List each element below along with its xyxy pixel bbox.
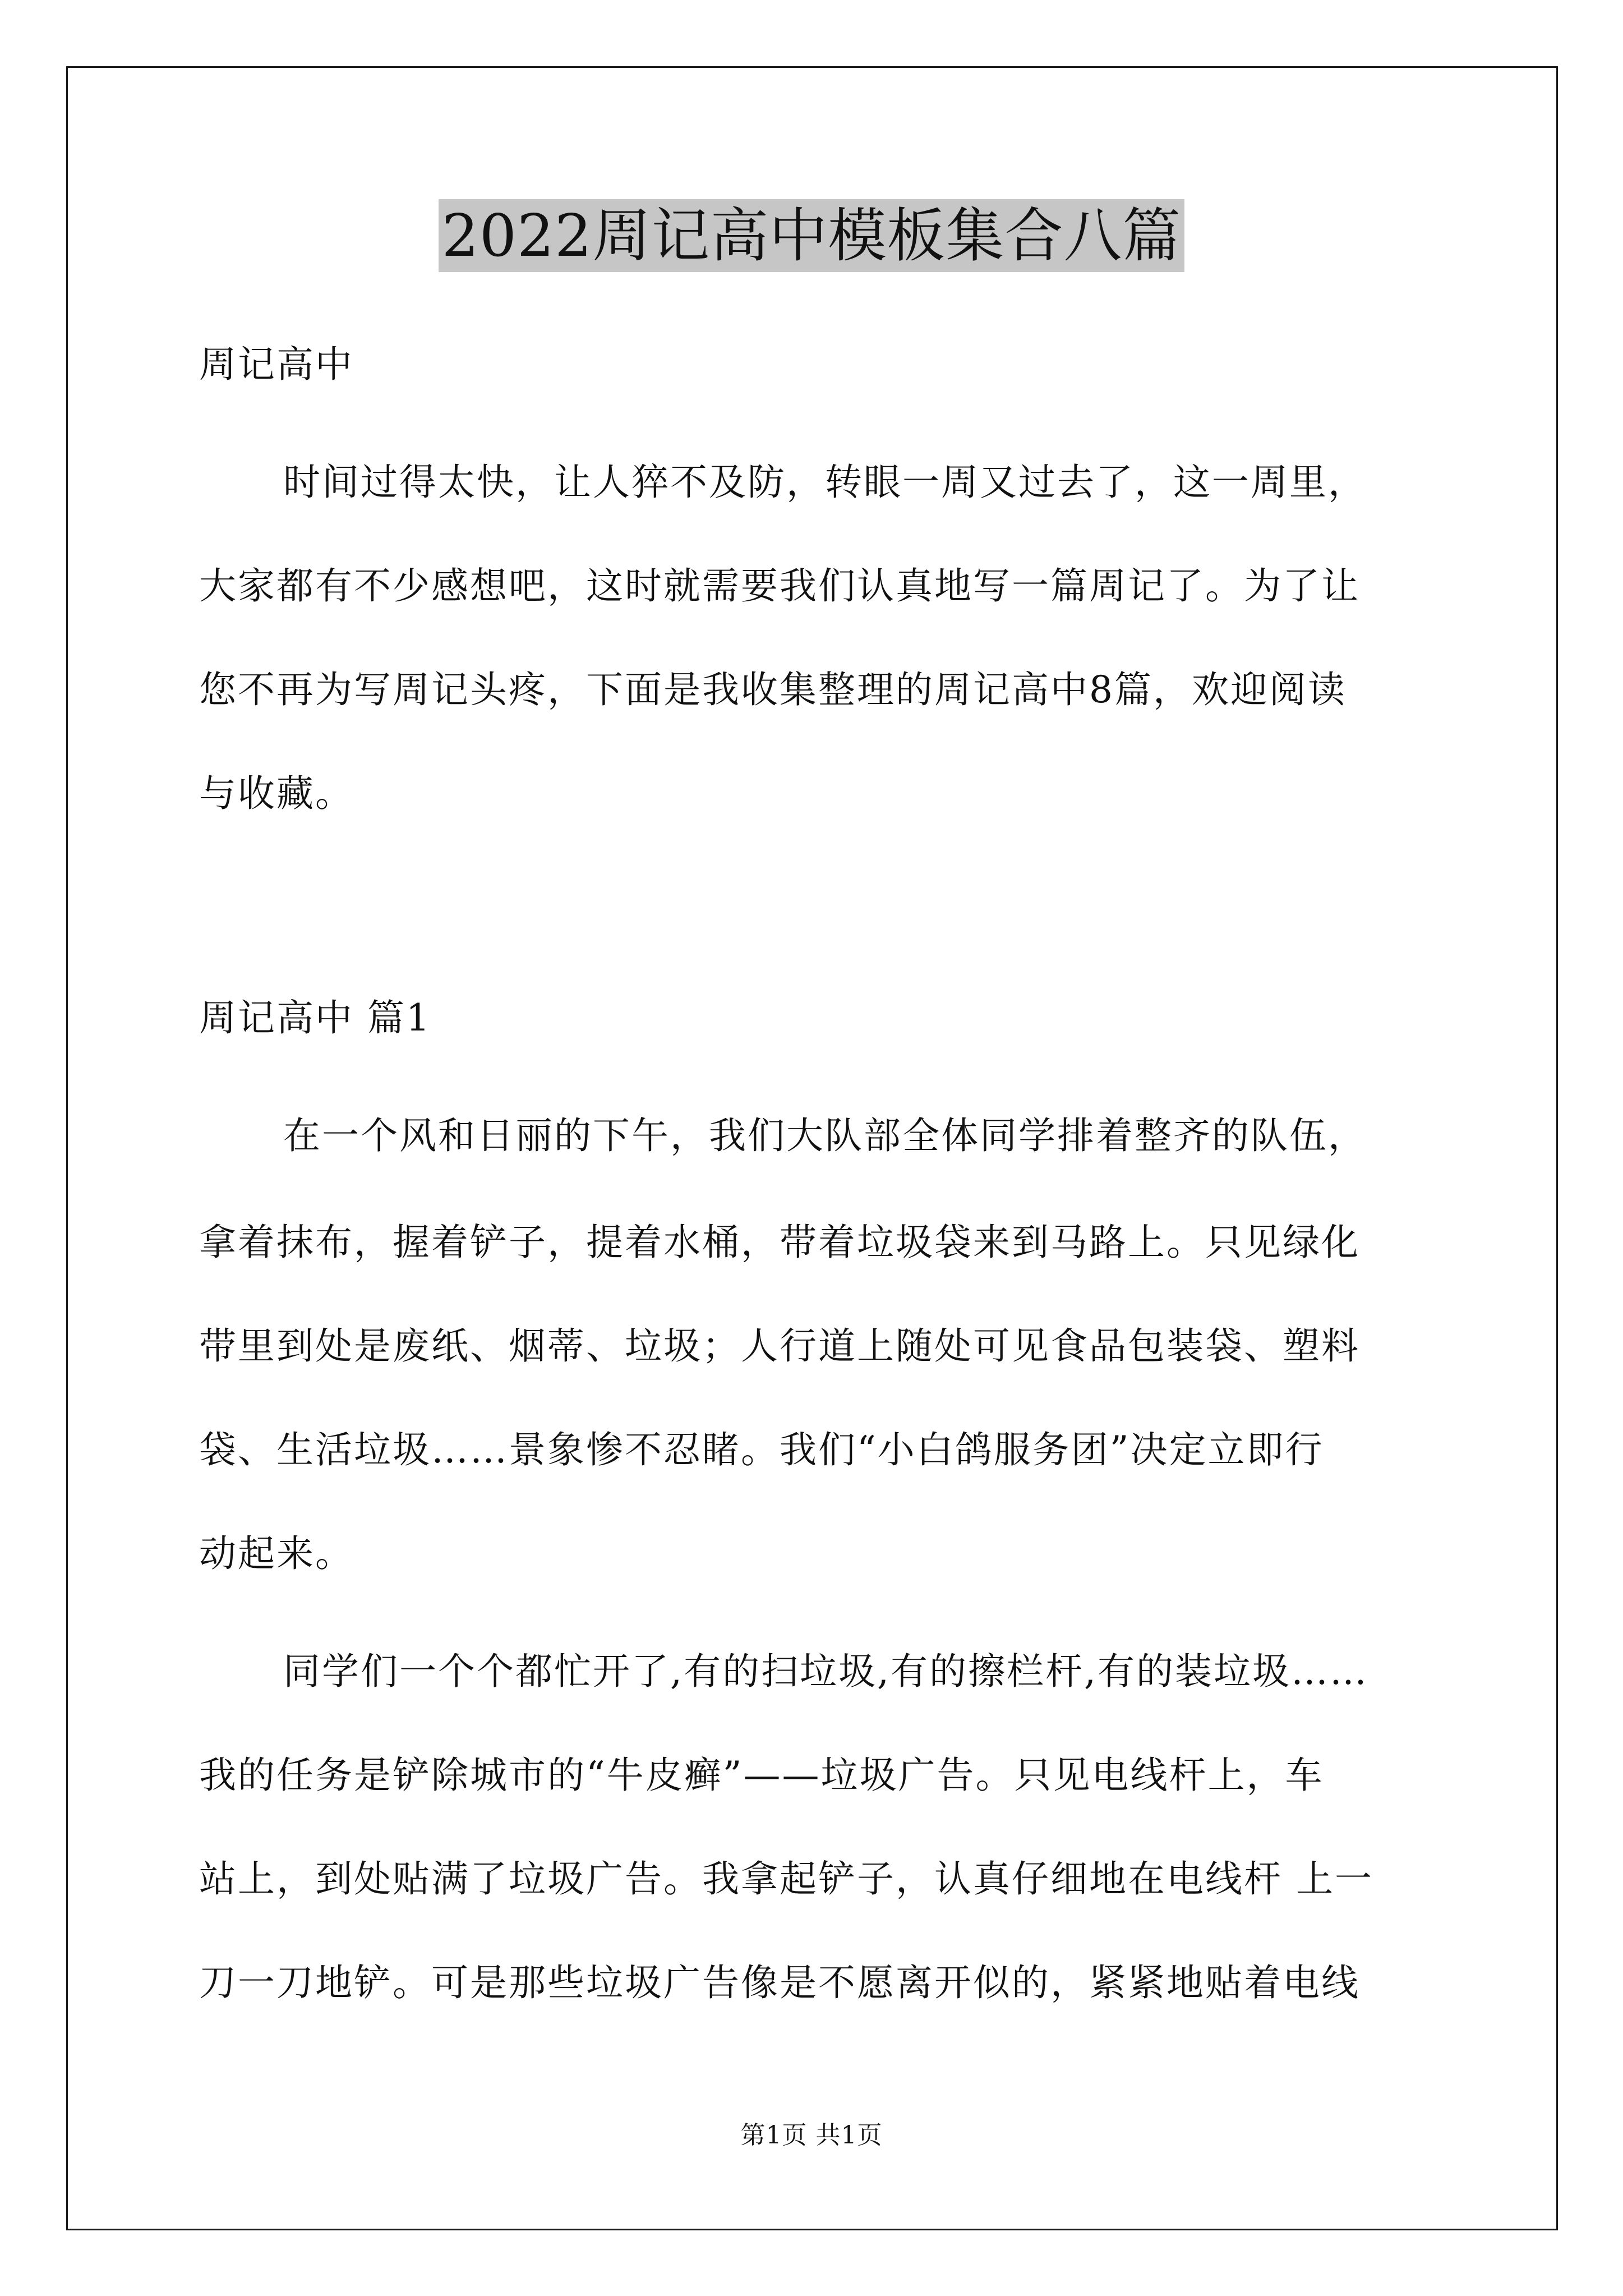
para1-line: 拿着抹布，握着铲子，提着水桶，带着垃圾袋来到马路上。只见绿化 (199, 1221, 1360, 1264)
para2-line: 同学们一个个都忙开了,有的扫垃圾,有的擦栏杆,有的装垃圾…… (283, 1650, 1368, 1693)
title-container (0, 199, 1623, 272)
intro-line: 大家都有不少感想吧，这时就需要我们认真地写一篇周记了。为了让 (199, 564, 1360, 608)
para2-line: 刀一刀地铲。可是那些垃圾广告像是不愿离开似的，紧紧地贴着电线 (199, 1961, 1360, 2004)
intro-line: 时间过得太快，让人猝不及防，转眼一周又过去了，这一周里， (283, 461, 1367, 504)
para2-line: 我的任务是铲除城市的“牛皮癣”——垃圾广告。只见电线杆上，车 (199, 1754, 1324, 1797)
intro-line: 您不再为写周记头疼，下面是我收集整理的周记高中8篇，欢迎阅读 (199, 668, 1347, 711)
page-footer: 第1页 共1页 (740, 2121, 883, 2150)
para1-line: 动起来。 (199, 1532, 354, 1575)
intro-heading: 周记高中 (199, 343, 354, 386)
section-heading: 周记高中 篇1 (199, 996, 431, 1039)
para1-line: 袋、生活垃圾……景象惨不忍睹。我们“小白鸽服务团”决定立即行 (199, 1428, 1324, 1471)
document-title: 2022周记高中模板集合八篇 (439, 199, 1185, 272)
para1-line: 在一个风和日丽的下午，我们大队部全体同学排着整齐的队伍， (283, 1114, 1367, 1157)
intro-line: 与收藏。 (199, 772, 354, 815)
para2-line: 站上，到处贴满了垃圾广告。我拿起铲子，认真仔细地在电线杆 上一 (199, 1857, 1373, 1901)
para1-line: 带里到处是废纸、烟蒂、垃圾；人行道上随处可见食品包装袋、塑料 (199, 1324, 1360, 1368)
